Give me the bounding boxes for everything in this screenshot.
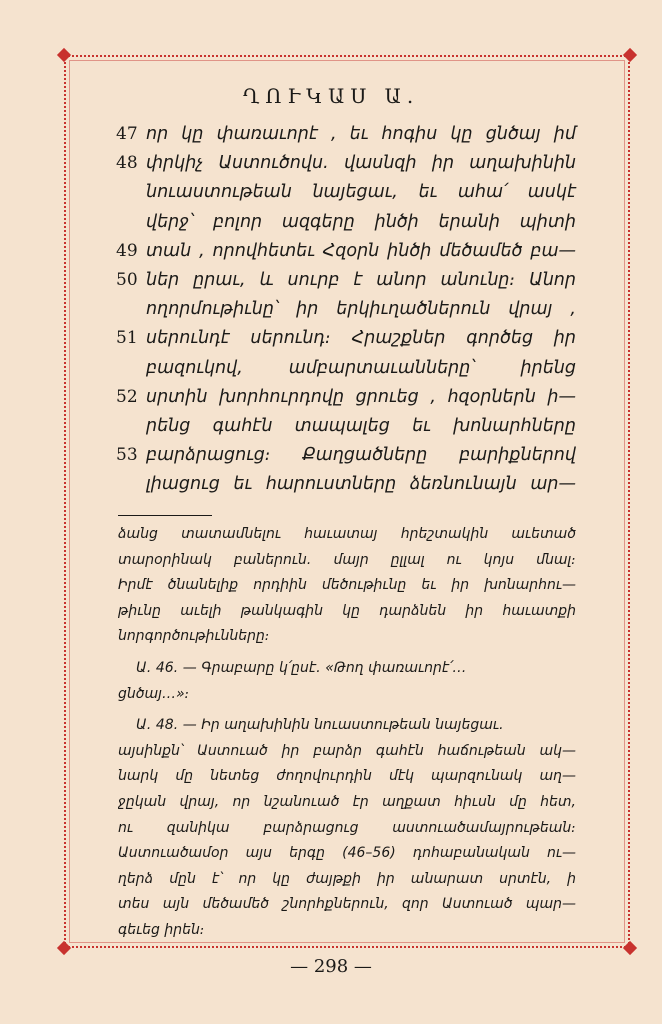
verse-text-line: փրկիչ Աստուծովս․ վասնզի իր աղախինին [146,153,576,174]
footnote-line: Ա․ 48․ — Իր աղախինին նուաստութեան նայեցաւ․ [136,717,504,734]
verse-number: 51 [116,328,138,349]
verse-line [116,295,576,324]
footnote-line: տարօրինակ բաներուն․ մայր ըլլալ ու կոյս մնալ։ [118,551,576,568]
verse-text-line: նուաստութեան նայեցաւ, եւ ահա՛ ասկէ [146,182,576,203]
verse-line [116,120,576,149]
verse-number: 50 [116,269,138,290]
footnote-line: ջըկան վրայ, որ նշանուած էր աղքատ հիւսն մը հետ, [118,793,576,810]
verse-line [116,149,576,178]
running-header: ՂՈՒԿԱՍ Ա. [242,84,420,108]
verse-text [116,120,576,499]
footnotes [118,522,576,944]
verse-line [116,354,576,383]
footnote-line: Ա․ 46․ — Գրաբարը կ՛ըսէ․ «Թող փառաւորէ՛․․․ [136,659,467,676]
verse-number: 52 [116,386,138,407]
footnote-line: ղերձ մըն է՝ որ կը ժայթքի իր անարատ սրտէն, ի [118,870,576,887]
verse-line [116,470,576,499]
verse-number: 47 [116,124,138,144]
verse-line [116,208,576,237]
footnote-line: Աստուածամօր այս երգը (46–56) դոհաբանական ու— [118,845,576,862]
footnote-line: գեւեց իրեն։ [118,921,205,938]
footnote-line: նարկ մը նետեց ժողովուրդին մէկ պարզունակ աղ— [118,768,576,785]
verse-line [116,324,576,353]
verse-text-line: ողորմութիւնը՝ իր երկիւղածներուն վրայ , [146,299,576,320]
verse-text-line: տան , որովհետեւ Հզօրն ինծի մեծամեծ բա— [146,240,576,261]
footnote-line: ձանց տատամնելու հաւատայ հրեշտակին աւետած [118,526,576,542]
verse-line [116,237,576,266]
verse-text-line: բազուկով, ամբարտաւանները՝ իրենց [146,357,576,378]
footnote-rule [118,515,212,516]
footnote-line: ու զանիկա բարձրացուց աստուածամայրութեան։ [118,819,576,836]
footnote-line: տես այն մեծամեծ շնորհքներուն, զոր Աստուած պար— [118,896,576,913]
footnote-line: ցնծայ․․․»։ [118,685,190,702]
page-number: — 298 — [290,956,372,977]
verse-text-line: լիացուց եւ հարուստները ձեռնունայն ար— [146,474,576,495]
verse-line [116,178,576,207]
verse-text-line: որ կը փառաւորէ , եւ հոգիս կը ցնծայ իմ [146,124,576,144]
verse-text-line: սերունդէ սերունդ։ Հրաշքներ գործեց իր [146,328,576,349]
verse-line [116,412,576,441]
verse-line [116,441,576,470]
verse-number: 53 [116,445,138,466]
footnote-line: այսինքն՝ Աստուած իր բարձր գահէն հաճութեան ակ— [118,742,576,759]
verse-number: 49 [116,240,138,261]
verse-text-line: րենց գահէն տապալեց եւ խոնարհները [146,415,576,436]
footnote-line: Իրմէ ծնանելիք որդիին մեծութիւնը եւ իր խոնարհու— [118,577,576,594]
footnote-line: թիւնը աւելի թանկագին կը դարձնեն իր հաւատքի [118,602,576,619]
verse-text-line: սրտին խորհուրդովը ցրուեց , հզօրներն ի— [146,386,576,407]
verse-text-line: ներ ըրաւ, և սուրբ է անոր անունը։ Անոր [146,269,576,290]
verse-line [116,383,576,412]
verse-number: 48 [116,153,138,174]
verse-text-line: բարձրացուց։ Քաղցածները բարիքներով [146,445,576,466]
verse-text-line: վերջ՝ բոլոր ազգերը ինծի երանի պիտի [146,211,576,232]
verse-line [116,266,576,295]
footnote-line: նորգործութիւնները։ [118,628,270,645]
